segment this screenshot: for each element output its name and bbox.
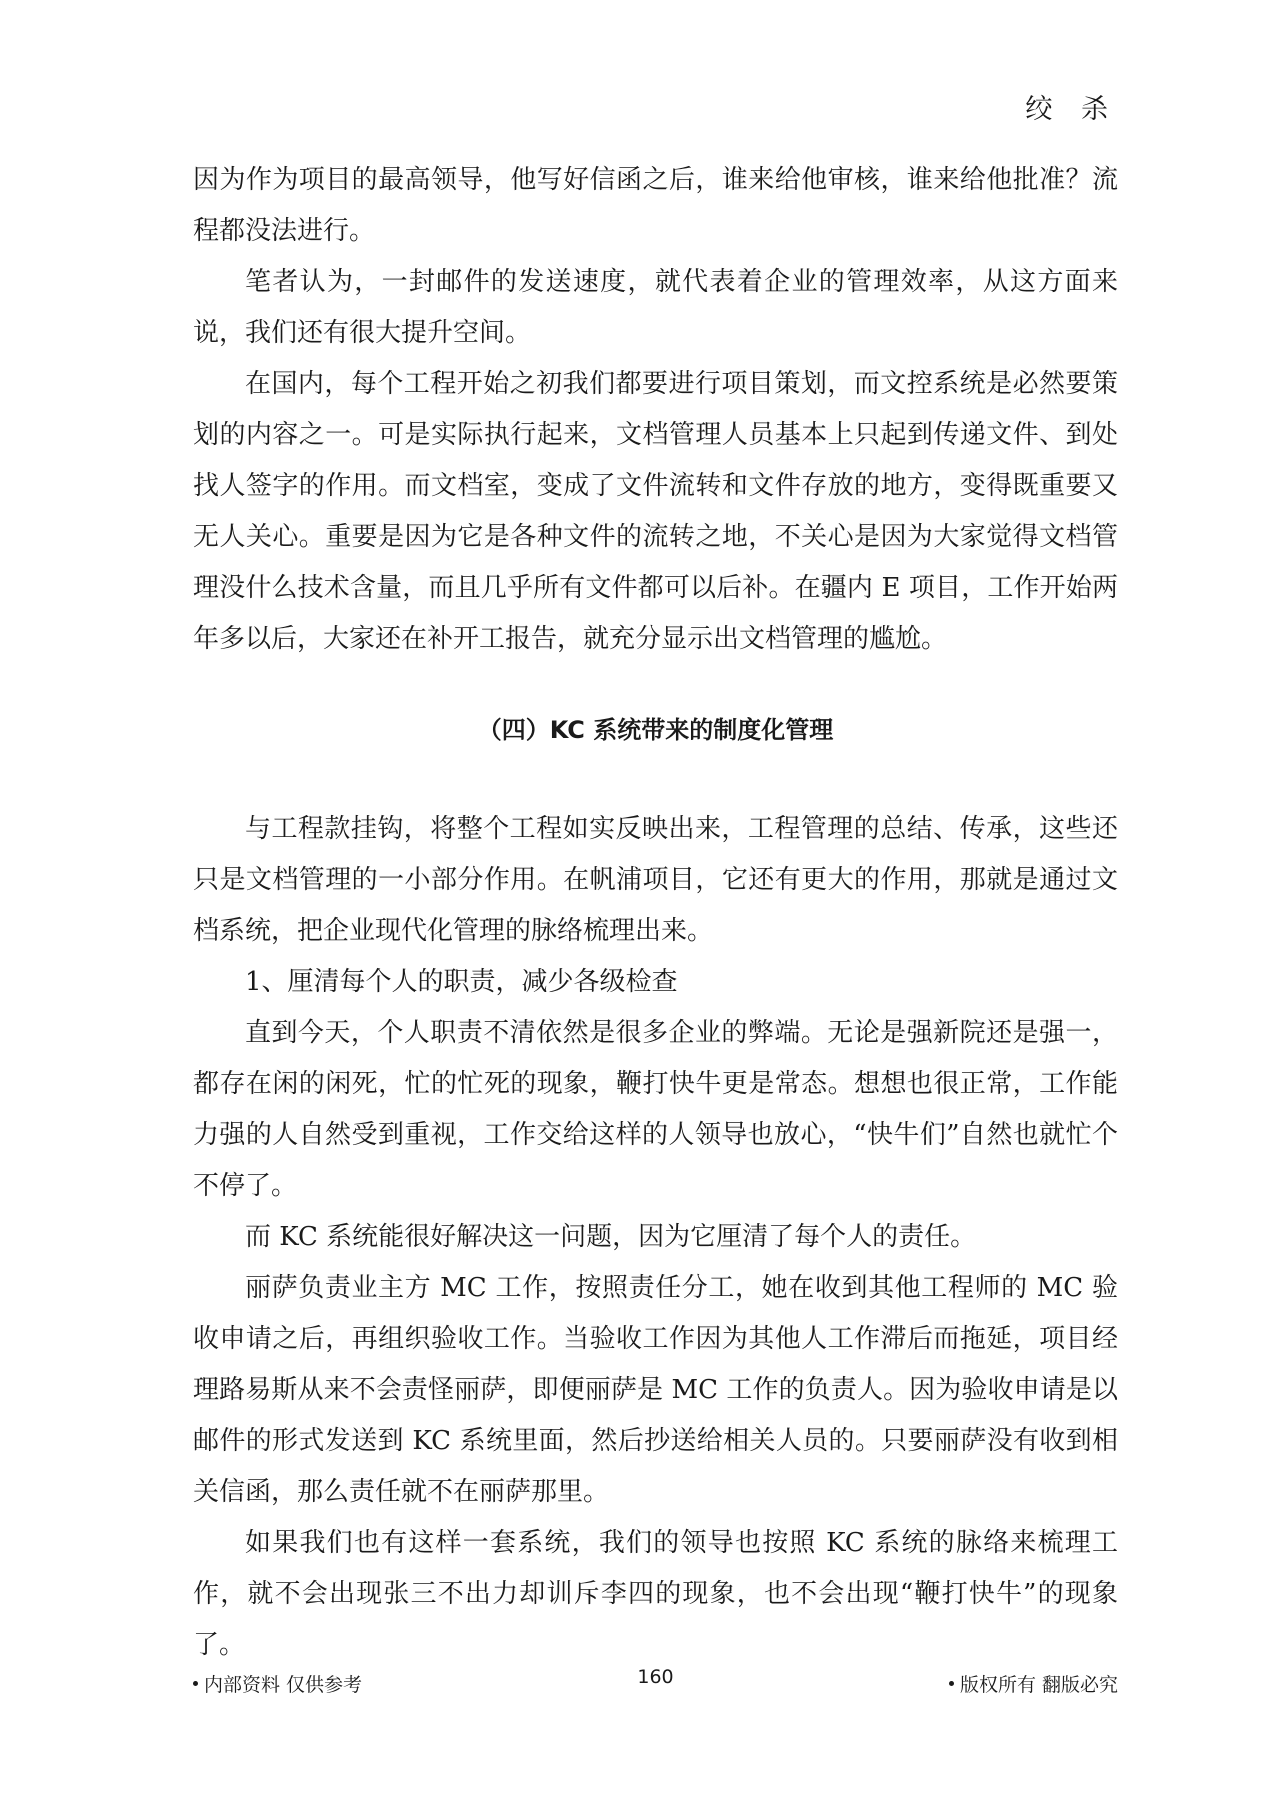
paragraph: 而 KC 系统能很好解决这一问题，因为它厘清了每个人的责任。 [245, 1222, 977, 1252]
paragraph: 如果我们也有这样一套系统，我们的领导也按照 KC 系统的脉络来梳理工作，就不会出现张三不出力却训斥李四的现象，也不会出现“鞭打快牛”的现象了。 [193, 1528, 1118, 1660]
subsection-heading: 1、厘清每个人的职责，减少各级检查 [245, 967, 678, 997]
footer-left-text: 内部资料 仅供参考 [204, 1674, 363, 1696]
paragraph: 笔者认为，一封邮件的发送速度，就代表着企业的管理效率，从这方面来说，我们还有很大提升空间。 [193, 267, 1118, 348]
page-footer [193, 1666, 1118, 1706]
page-body [193, 155, 1118, 1671]
paragraph: 与工程款挂钩，将整个工程如实反映出来，工程管理的总结、传承，这些还只是文档管理的一小部分作用。在帆浦项目，它还有更大的作用，那就是通过文档系统，把企业现代化管理的脉络梳理出来。 [193, 814, 1118, 946]
paragraph: 丽萨负责业主方 MC 工作，按照责任分工，她在收到其他工程师的 MC 验收申请之后，再组织验收工作。当验收工作因为其他人工作滞后而拖延，项目经理路易斯从来不会责怪丽萨，即便丽萨是 MC 工作的负责人。因为验收申请是以邮件的形式发送到 KC 系统里面，然后抄送给相关人员的。只要丽萨没有收到相关信函，那么责任就不在丽萨那里。 [193, 1273, 1118, 1507]
page-number: 160 [637, 1666, 674, 1688]
footer-right [949, 1670, 1118, 1697]
running-header: 绞 杀 [1025, 94, 1118, 125]
paragraph: 在国内，每个工程开始之初我们都要进行项目策划，而文控系统是必然要策划的内容之一。可是实际执行起来，文档管理人员基本上只起到传递文件、到处找人签字的作用。而文档室，变成了文件流转和文件存放的地方，变得既重要又无人关心。重要是因为它是各种文件的流转之地，不关心是因为大家觉得文档管理没什么技术含量，而且几乎所有文件都可以后补。在疆内 E 项目，工作开始两年多以后，大家还在补开工报告，就充分显示出文档管理的尴尬。 [193, 369, 1118, 654]
section-heading: （四）KC 系统带来的制度化管理 [477, 716, 834, 744]
paragraph: 直到今天，个人职责不清依然是很多企业的弊端。无论是强新院还是强一，都存在闲的闲死，忙的忙死的现象，鞭打快牛更是常态。想想也很正常，工作能力强的人自然受到重视，工作交给这样的人领导也放心，“快牛们”自然也就忙个不停了。 [193, 1018, 1118, 1201]
paragraph: 因为作为项目的最高领导，他写好信函之后，谁来给他审核，谁来给他批准？流程都没法进行。 [193, 165, 1118, 246]
footer-right-text: 版权所有 翻版必究 [959, 1674, 1118, 1696]
bullet-icon [949, 1681, 954, 1686]
